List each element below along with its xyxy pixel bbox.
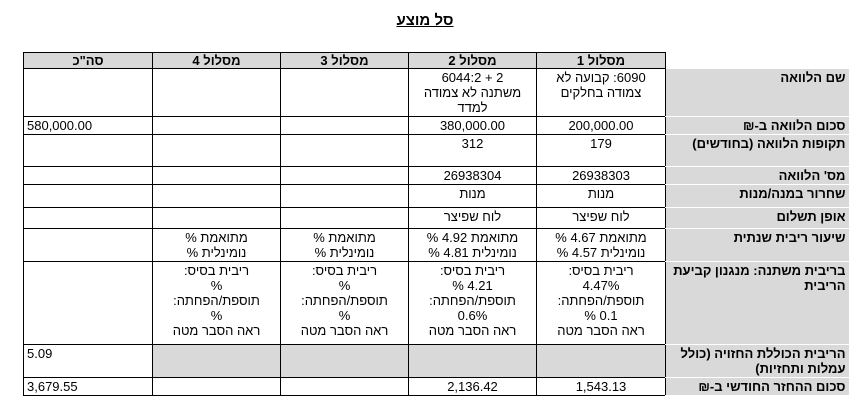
header-blank xyxy=(666,53,849,69)
cell-text: נומינלית 4.81 % xyxy=(428,245,517,260)
proposed-basket-table xyxy=(23,52,849,396)
cell-text: ריבית בסיס: xyxy=(311,263,378,278)
cell-track-2 xyxy=(409,229,537,262)
cell-track-2 xyxy=(409,378,537,396)
cell-text: 580,000.00 xyxy=(27,118,93,133)
cell-text: 6090: קבועה לא xyxy=(556,70,646,85)
cell-track-1 xyxy=(537,167,666,185)
cell-text: נומינלית 4.57 % xyxy=(556,245,646,260)
header-track-4: מסלול 4 xyxy=(153,53,281,69)
cell-total xyxy=(24,345,153,378)
row-label: שם הלוואה xyxy=(666,69,849,117)
cell-track-3 xyxy=(281,117,409,135)
cell-text: תוספת/הפחתה: xyxy=(301,293,388,308)
table-row xyxy=(24,229,849,262)
cell-text: 0.6% xyxy=(457,308,488,323)
table-header-row xyxy=(24,53,849,69)
cell-track-2 xyxy=(409,117,537,135)
cell-text: מתואמת % xyxy=(313,230,376,245)
cell-track-1 xyxy=(537,378,666,396)
cell-text: תוספת/הפחתה: xyxy=(173,293,260,308)
row-label: סכום ההחזר החודשי ב-₪ xyxy=(666,378,849,396)
row-label: הריבית הכוללת החזויה (כולל עמלות ותחזיות) xyxy=(666,345,849,378)
cell-track-1 xyxy=(537,135,666,167)
table-row xyxy=(24,208,849,229)
row-label: מס' הלוואה xyxy=(666,167,849,185)
cell-text: מנות xyxy=(459,186,486,201)
cell-text: ראה הסבר מטה xyxy=(557,323,645,338)
cell-text: מתואמת 4.92 % xyxy=(426,230,519,245)
cell-text: ראה הסבר מטה xyxy=(172,323,261,338)
cell-text: למדד xyxy=(457,100,488,115)
cell-text: משתנה לא צמודה xyxy=(423,85,522,100)
cell-text: 1,543.13 xyxy=(575,379,627,394)
cell-track-4 xyxy=(153,167,281,185)
header-track-2: מסלול 2 xyxy=(409,53,537,69)
cell-track-1 xyxy=(537,229,666,262)
cell-track-1 xyxy=(537,262,666,345)
cell-track-3 xyxy=(281,208,409,229)
cell-track-3 xyxy=(281,69,409,117)
cell-text: מנות xyxy=(587,186,615,201)
cell-text: צמודה בחלקים xyxy=(560,85,642,100)
cell-text: ריבית בסיס: xyxy=(568,263,634,278)
cell-text: ראה הסבר מטה xyxy=(428,323,517,338)
cell-total xyxy=(24,185,153,208)
cell-text: ריבית בסיס: xyxy=(183,263,250,278)
cell-track-4 xyxy=(153,262,281,345)
table-row xyxy=(24,167,849,185)
table-row xyxy=(24,117,849,135)
table-row xyxy=(24,345,849,378)
cell-text: תוספת/הפחתה: xyxy=(557,293,645,308)
page-title: סל מוצע xyxy=(396,12,454,29)
header-total: סה"כ xyxy=(24,53,153,69)
cell-track-3 xyxy=(281,262,409,345)
cell-total xyxy=(24,229,153,262)
cell-track-2 xyxy=(409,345,537,378)
cell-track-2 xyxy=(409,167,537,185)
cell-text: 0.1 % xyxy=(584,308,618,323)
cell-total xyxy=(24,167,153,185)
cell-text: 26938303 xyxy=(572,168,630,183)
cell-track-2 xyxy=(409,69,537,117)
cell-track-1 xyxy=(537,185,666,208)
table-row xyxy=(24,378,849,396)
cell-track-1 xyxy=(537,208,666,229)
cell-text: 200,000.00 xyxy=(568,118,634,133)
cell-total xyxy=(24,135,153,167)
cell-track-1 xyxy=(537,117,666,135)
cell-text: ריבית בסיס: xyxy=(439,263,506,278)
cell-text: נומינלית % xyxy=(314,245,375,260)
cell-track-1 xyxy=(537,345,666,378)
cell-text: 312 xyxy=(461,136,484,151)
cell-text: % xyxy=(210,278,223,293)
header-track-3: מסלול 3 xyxy=(281,53,409,69)
cell-text: 380,000.00 xyxy=(439,118,506,133)
cell-text: 26938304 xyxy=(443,168,502,183)
cell-track-3 xyxy=(281,135,409,167)
cell-track-4 xyxy=(153,229,281,262)
cell-text: מתואמת % xyxy=(185,230,248,245)
cell-text: נומינלית % xyxy=(186,245,247,260)
cell-track-4 xyxy=(153,185,281,208)
cell-total xyxy=(24,378,153,396)
cell-track-4 xyxy=(153,208,281,229)
cell-text: לוח שפיצר xyxy=(572,209,630,224)
table-row xyxy=(24,135,849,167)
cell-track-2 xyxy=(409,262,537,345)
cell-text: % xyxy=(338,308,351,323)
header-track-1: מסלול 1 xyxy=(537,53,666,69)
cell-track-3 xyxy=(281,185,409,208)
cell-track-2 xyxy=(409,135,537,167)
table-row xyxy=(24,69,849,117)
cell-text: לוח שפיצר xyxy=(443,209,502,224)
row-label: בריבית משתנה: מנגנון קביעת הריבית xyxy=(666,262,849,345)
cell-track-3 xyxy=(281,345,409,378)
cell-text: 179 xyxy=(590,136,612,151)
cell-total xyxy=(24,208,153,229)
cell-text: 4.47% xyxy=(582,278,620,293)
cell-total xyxy=(24,69,153,117)
cell-track-2 xyxy=(409,208,537,229)
cell-text: 5.09 xyxy=(27,346,53,361)
cell-text: % xyxy=(338,278,351,293)
cell-text: מתואמת 4.67 % xyxy=(555,230,647,245)
cell-total xyxy=(24,262,153,345)
row-label: סכום הלוואה ב-₪ xyxy=(666,117,849,135)
cell-text: 2,136.42 xyxy=(447,379,498,394)
cell-track-3 xyxy=(281,229,409,262)
cell-text: % xyxy=(210,308,223,323)
cell-text: 4.21 % xyxy=(452,278,493,293)
cell-track-4 xyxy=(153,345,281,378)
cell-text: 2 + 6044:2 xyxy=(441,70,504,85)
cell-text: 3,679.55 xyxy=(27,379,78,394)
cell-track-3 xyxy=(281,378,409,396)
cell-text: תוספת/הפחתה: xyxy=(429,293,516,308)
row-label: שיעור ריבית שנתית xyxy=(666,229,849,262)
cell-track-4 xyxy=(153,378,281,396)
cell-track-1 xyxy=(537,69,666,117)
row-label: אופן תשלום xyxy=(666,208,849,229)
cell-total xyxy=(24,117,153,135)
cell-track-4 xyxy=(153,135,281,167)
cell-track-3 xyxy=(281,167,409,185)
cell-text: ראה הסבר מטה xyxy=(300,323,389,338)
row-label: תקופות הלוואה (בחודשים) xyxy=(666,135,849,167)
cell-track-4 xyxy=(153,69,281,117)
cell-track-4 xyxy=(153,117,281,135)
table-row xyxy=(24,262,849,345)
cell-track-2 xyxy=(409,185,537,208)
table-row xyxy=(24,185,849,208)
row-label: שחרור במנה/מנות xyxy=(666,185,849,208)
